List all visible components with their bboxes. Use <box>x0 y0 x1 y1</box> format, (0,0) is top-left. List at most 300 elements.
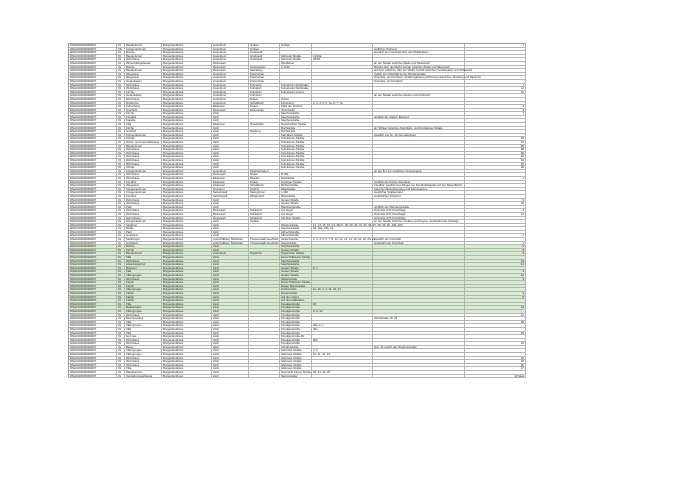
table-cell[interactable]: Wegestein <box>125 184 162 187</box>
table-cell[interactable]: Wohnhaus <box>125 173 162 176</box>
table-cell[interactable]: 01 <box>117 213 125 216</box>
table-cell[interactable] <box>249 328 280 331</box>
table-cell[interactable]: Park <box>125 231 162 234</box>
table-cell[interactable]: Burgenlandkreis <box>162 231 212 234</box>
table-cell[interactable]: Roppichser Straße <box>280 252 312 255</box>
table-cell[interactable]: 01 <box>117 141 125 144</box>
table-cell[interactable]: 01 <box>117 267 125 270</box>
table-cell[interactable]: Burgenlandkreis <box>162 256 212 259</box>
table-cell[interactable]: DNH0100000000007 <box>69 112 117 115</box>
table-cell[interactable]: Kriegerdenkmal <box>125 170 162 173</box>
table-cell[interactable]: Stephanstraße <box>280 116 312 119</box>
table-cell[interactable] <box>280 73 312 76</box>
table-cell[interactable]: Ruben <box>280 98 312 101</box>
table-cell[interactable]: Burgenlandkreis <box>162 281 212 284</box>
table-cell[interactable]: 01 <box>117 328 125 331</box>
table-cell[interactable]: Gutenborn <box>212 73 249 76</box>
table-cell[interactable]: am Winkel zwischen Karl-Marx- und Kurt-Eisner-Straße <box>373 127 465 130</box>
table-cell[interactable]: Burgenlandkreis <box>162 278 212 281</box>
table-cell[interactable]: Wirtschaftsgebäude <box>125 62 162 65</box>
table-cell[interactable]: Mühle <box>125 227 162 230</box>
table-cell[interactable]: Burgenlandkreis <box>162 371 212 374</box>
table-cell[interactable]: 01 <box>117 137 125 140</box>
table-cell[interactable]: 01 <box>117 296 125 299</box>
table-cell[interactable]: Gerlsstedten <box>249 66 280 69</box>
table-cell[interactable]: Fabrik <box>125 292 162 295</box>
table-cell[interactable]: Burgenlandkreis <box>162 66 212 69</box>
table-cell[interactable]: 01 <box>117 278 125 281</box>
table-cell[interactable]: 01 <box>117 263 125 266</box>
table-cell[interactable]: Gutshaus <box>125 234 162 237</box>
table-cell[interactable] <box>373 299 465 302</box>
table-cell[interactable] <box>373 231 465 234</box>
table-cell[interactable]: Zeitz <box>212 166 249 169</box>
table-cell[interactable]: Burgenlandkreis <box>162 98 212 101</box>
table-cell[interactable]: 01 <box>117 195 125 198</box>
table-cell[interactable] <box>249 112 280 115</box>
table-cell[interactable]: auf dem östlichen Ufer der Wethe fernab zwischen Gerlsstedten und Schleusitz <box>374 68 473 73</box>
table-cell[interactable] <box>249 296 280 299</box>
table-cell[interactable]: Villengruppe <box>125 310 162 313</box>
table-cell[interactable]: 01 <box>117 84 125 87</box>
table-cell[interactable]: Villengruppe <box>125 353 162 356</box>
table-cell[interactable]: Ruben <box>249 98 280 101</box>
table-cell[interactable] <box>312 202 373 205</box>
table-cell[interactable]: 01 <box>117 170 125 173</box>
table-cell[interactable]: DNH0100000000007 <box>69 339 117 342</box>
table-cell[interactable]: Stephanstraße <box>280 263 312 266</box>
table-cell[interactable]: Burgenlandkreis <box>162 213 212 216</box>
table-cell[interactable]: Friedgenstraße <box>280 317 312 320</box>
table-cell[interactable]: Kriegerdenkmal <box>125 188 162 191</box>
table-cell[interactable]: Burgenlandkreis <box>162 173 212 176</box>
table-cell[interactable] <box>373 263 465 266</box>
table-cell[interactable] <box>373 159 465 162</box>
table-cell[interactable]: Zeitz <box>212 339 249 342</box>
table-cell[interactable]: Burgenlandkreis <box>162 62 212 65</box>
table-cell[interactable]: Kurt-Eisner-Straße <box>280 166 312 169</box>
table-cell[interactable] <box>249 375 280 378</box>
table-cell[interactable]: Zeitz <box>212 299 249 302</box>
table-cell[interactable]: 01 <box>117 367 125 370</box>
table-cell[interactable]: DNH0100000000007 <box>69 145 117 148</box>
table-cell[interactable]: DNH0100000000007 <box>69 76 117 79</box>
table-cell[interactable] <box>312 105 373 108</box>
table-cell[interactable]: Burgenlandkreis <box>162 105 212 108</box>
table-cell[interactable]: 13, 14, 15, 16, 24, 26/27, 28, 29, 30, 34, 35, 36, 37, 38, 39, 40, 48a, 48b <box>313 222 403 227</box>
table-cell[interactable] <box>373 141 465 144</box>
table-cell[interactable] <box>312 270 373 273</box>
table-cell[interactable]: Zeitz <box>212 116 249 119</box>
table-cell[interactable]: Villa <box>125 332 162 335</box>
table-cell[interactable]: DNH0100000000007 <box>69 206 117 209</box>
table-cell[interactable] <box>465 55 526 58</box>
table-cell[interactable]: Elsteraue <box>212 184 249 187</box>
table-cell[interactable]: Wohnhaus <box>125 84 162 87</box>
table-cell[interactable] <box>465 48 526 51</box>
table-cell[interactable]: 2 <box>465 245 526 248</box>
table-cell[interactable] <box>465 285 526 288</box>
table-cell[interactable] <box>373 278 465 281</box>
table-cell[interactable]: 01 <box>117 98 125 101</box>
table-cell[interactable]: 01 <box>117 310 125 313</box>
table-cell[interactable]: Zeitz <box>212 112 249 115</box>
table-cell[interactable]: 20 <box>465 364 526 367</box>
table-cell[interactable]: DNH0100000000007 <box>69 256 117 259</box>
table-cell[interactable]: Dammstraße <box>280 375 312 378</box>
table-cell[interactable]: DNH0100000000007 <box>69 181 117 184</box>
table-cell[interactable] <box>312 346 373 349</box>
table-cell[interactable] <box>373 339 465 342</box>
table-cell[interactable] <box>373 310 465 313</box>
table-cell[interactable] <box>312 51 373 54</box>
table-cell[interactable]: Wieblohen <box>280 62 312 65</box>
table-cell[interactable] <box>312 206 373 209</box>
table-cell[interactable]: Kurt-Eisner-Straße <box>280 145 312 148</box>
table-cell[interactable]: Glelmare Straße <box>280 353 312 356</box>
table-cell[interactable]: Zeitz <box>212 321 249 324</box>
table-cell[interactable] <box>249 349 280 352</box>
table-cell[interactable]: DNH0100000000007 <box>69 119 117 122</box>
table-cell[interactable]: Stephanstraße <box>280 245 312 248</box>
table-cell[interactable] <box>249 371 280 374</box>
table-cell[interactable]: Burgenlandkreis <box>162 206 212 209</box>
table-cell[interactable] <box>312 163 373 166</box>
table-cell[interactable]: Burgenlandkreis <box>162 234 212 237</box>
table-cell[interactable]: Zeitz <box>212 364 249 367</box>
table-cell[interactable]: 01 <box>117 51 125 54</box>
table-cell[interactable]: Burgenlandkreis <box>162 263 212 266</box>
table-cell[interactable]: 01 <box>117 152 125 155</box>
table-cell[interactable]: Geraer Straße <box>280 202 312 205</box>
table-cell[interactable]: Gymnas <box>125 335 162 338</box>
table-cell[interactable]: 43 Mew <box>465 375 526 378</box>
table-cell[interactable]: Baudenkmal <box>125 145 162 148</box>
table-cell[interactable]: Ortsmitte, am Dorfteich, Straßengabelung Richtung Heinrichen, Bosberg und Rippicha <box>374 75 481 80</box>
table-cell[interactable]: Friedhof <box>125 195 162 198</box>
table-cell[interactable]: Zeitz <box>212 152 249 155</box>
table-cell[interactable]: Burgenlandkreis <box>162 94 212 97</box>
table-cell[interactable] <box>312 231 373 234</box>
table-cell[interactable]: Burgenlandkreis <box>162 76 212 79</box>
table-cell[interactable]: Burgenlandkreis <box>162 217 212 220</box>
table-cell[interactable] <box>312 166 373 169</box>
table-cell[interactable]: Meineweh <box>212 66 249 69</box>
table-cell[interactable] <box>312 364 373 367</box>
table-cell[interactable]: Zeitz <box>212 263 249 266</box>
table-cell[interactable]: Burgenlandkreis <box>162 353 212 356</box>
table-cell[interactable]: 01 <box>117 220 125 223</box>
table-cell[interactable]: Villengruppe <box>125 288 162 291</box>
table-cell[interactable]: 01 <box>117 314 125 317</box>
table-cell[interactable] <box>249 152 280 155</box>
table-cell[interactable]: Kirche <box>125 91 162 94</box>
table-cell[interactable]: Zeitz <box>212 357 249 360</box>
table-cell[interactable]: Wohnhaus <box>125 342 162 345</box>
table-cell[interactable]: 44 <box>465 159 526 162</box>
table-cell[interactable]: 01 <box>117 321 125 324</box>
table-cell[interactable]: Fuchsstraße <box>280 288 312 291</box>
table-cell[interactable]: Buchstraße <box>280 130 312 133</box>
table-cell[interactable]: Wohnhaus <box>125 177 162 180</box>
table-cell[interactable]: 1a, 1b, 2, 3, 11, 12, 13 <box>312 288 373 291</box>
table-cell[interactable] <box>312 130 373 133</box>
table-cell[interactable]: westlich der Ortschaft <box>373 238 465 241</box>
table-cell[interactable] <box>312 375 373 378</box>
table-cell[interactable] <box>249 288 280 291</box>
table-cell[interactable]: 01 <box>117 349 125 352</box>
table-cell[interactable]: Zeitz <box>212 231 249 234</box>
table-cell[interactable] <box>465 328 526 331</box>
table-cell[interactable] <box>465 231 526 234</box>
table-cell[interactable]: Burgenlandkreis <box>162 220 212 223</box>
table-cell[interactable]: Zeitz <box>212 375 249 378</box>
table-cell[interactable]: Burgenlandkreis <box>162 137 212 140</box>
table-cell[interactable]: Kuhndorf <box>249 91 280 94</box>
table-cell[interactable]: DNH0100000000007 <box>69 364 117 367</box>
table-cell[interactable]: 01 <box>117 55 125 58</box>
table-cell[interactable]: Weinstraße <box>280 195 312 198</box>
table-cell[interactable]: DNH0100000000007 <box>69 328 117 331</box>
table-cell[interactable] <box>280 76 312 79</box>
table-cell[interactable]: Friedgenstraße <box>280 321 312 324</box>
table-cell[interactable]: Kriegerdenkmal <box>125 191 162 194</box>
table-cell[interactable] <box>465 184 526 187</box>
table-cell[interactable]: DNH0100000000007 <box>69 159 117 162</box>
table-cell[interactable]: DNH0100000000007 <box>69 48 117 51</box>
table-cell[interactable]: Draschwitz <box>249 123 280 126</box>
table-cell[interactable]: Glelmare Straße <box>280 357 312 360</box>
table-cell[interactable]: 38 <box>465 148 526 151</box>
table-cell[interactable]: Burgenlandkreis <box>162 324 212 327</box>
table-cell[interactable]: DNH0100000000007 <box>69 306 117 309</box>
table-cell[interactable]: Wohnhaus <box>125 278 162 281</box>
table-cell[interactable]: 01 <box>117 159 125 162</box>
table-cell[interactable]: Burgenlandkreis <box>162 55 212 58</box>
table-cell[interactable] <box>312 141 373 144</box>
table-cell[interactable]: 01 <box>117 238 125 241</box>
table-cell[interactable]: Burgenlandkreis <box>162 364 212 367</box>
table-cell[interactable]: 01 <box>117 188 125 191</box>
table-cell[interactable]: Zeitz <box>212 220 249 223</box>
table-cell[interactable]: Burgenlandkreis <box>162 181 212 184</box>
table-cell[interactable]: Draschwitzer Straße <box>280 123 312 126</box>
table-cell[interactable]: 45 <box>465 321 526 324</box>
table-cell[interactable]: 19 <box>465 306 526 309</box>
table-cell[interactable] <box>312 69 373 72</box>
table-cell[interactable]: Burgenlandkreis <box>162 335 212 338</box>
table-cell[interactable]: Gutenborn <box>212 102 249 105</box>
table-cell[interactable]: DNH0100000000007 <box>69 94 117 97</box>
table-cell[interactable]: Zeitz <box>212 288 249 291</box>
table-cell[interactable]: DNH0100000000007 <box>69 84 117 87</box>
table-cell[interactable] <box>373 360 465 363</box>
table-cell[interactable]: Zeitz <box>212 342 249 345</box>
table-cell[interactable]: DNH0100000000007 <box>69 58 117 61</box>
table-cell[interactable] <box>249 292 280 295</box>
table-cell[interactable]: Baudenkmal <box>125 55 162 58</box>
table-cell[interactable]: Löbnitz/Elster Sülzfelder <box>212 242 249 245</box>
table-cell[interactable]: Gutenborn <box>212 91 249 94</box>
table-cell[interactable]: 01 <box>117 346 125 349</box>
table-cell[interactable]: L 193 <box>280 191 312 194</box>
table-cell[interactable]: 48 <box>465 166 526 169</box>
table-cell[interactable] <box>373 321 465 324</box>
table-cell[interactable] <box>465 191 526 194</box>
table-cell[interactable] <box>373 102 465 105</box>
table-cell[interactable] <box>312 360 373 363</box>
table-cell[interactable]: 01 <box>117 80 125 83</box>
table-cell[interactable]: Villa <box>125 270 162 273</box>
table-cell[interactable]: DNH0100000000007 <box>69 278 117 281</box>
table-cell[interactable]: Villa <box>125 328 162 331</box>
table-cell[interactable]: Zeitz <box>212 227 249 230</box>
table-cell[interactable]: 01 <box>117 191 125 194</box>
table-cell[interactable]: DNH0100000000007 <box>69 163 117 166</box>
table-cell[interactable]: Burgenlandkreis <box>162 274 212 277</box>
table-cell[interactable]: Zeitz <box>212 141 249 144</box>
table-cell[interactable]: Zeitz <box>212 206 249 209</box>
table-cell[interactable] <box>249 335 280 338</box>
table-cell[interactable]: Ortsmitte, am Dorfteich <box>373 80 465 83</box>
table-cell[interactable]: 01 <box>117 112 125 115</box>
table-cell[interactable]: DNH0100000000007 <box>69 91 117 94</box>
table-cell[interactable]: Zeitz <box>212 332 249 335</box>
table-cell[interactable] <box>312 332 373 335</box>
table-cell[interactable]: Villa <box>125 123 162 126</box>
table-cell[interactable]: 01 <box>117 353 125 356</box>
table-cell[interactable]: Burgenlandkreis <box>162 112 212 115</box>
table-cell[interactable]: DNH0100000000007 <box>69 80 117 83</box>
table-cell[interactable]: Wohnhaus <box>125 148 162 151</box>
table-cell[interactable] <box>312 245 373 248</box>
table-cell[interactable]: Ernst-Thälmann-Straße <box>281 280 311 285</box>
table-cell[interactable] <box>312 137 373 140</box>
table-cell[interactable]: Burgenlandkreis <box>162 73 212 76</box>
table-cell[interactable] <box>465 256 526 259</box>
table-cell[interactable]: Burgenlandkreis <box>162 296 212 299</box>
table-cell[interactable]: Kretzschau <box>249 80 280 83</box>
table-cell[interactable]: Burgenlandkreis <box>162 102 212 105</box>
table-cell[interactable] <box>312 195 373 198</box>
table-cell[interactable]: 01 <box>117 184 125 187</box>
table-cell[interactable]: Glelmare Straße <box>280 349 312 352</box>
table-cell[interactable]: 17 <box>465 314 526 317</box>
table-cell[interactable]: Ortsmitte (FIT-Umschlag) <box>373 213 465 216</box>
table-cell[interactable]: Burgenlandkreis <box>162 303 212 306</box>
table-cell[interactable]: Burgenlandkreis <box>162 299 212 302</box>
table-cell[interactable]: Villengruppe <box>125 324 162 327</box>
table-cell[interactable] <box>249 278 280 281</box>
table-cell[interactable] <box>249 270 280 273</box>
table-cell[interactable]: Wohnhaus <box>125 58 162 61</box>
table-cell[interactable]: DNH0100000000007 <box>69 69 117 72</box>
table-cell[interactable]: Burgenlandkreis <box>162 339 212 342</box>
table-cell[interactable]: Brauerei <box>125 267 162 270</box>
table-cell[interactable]: DNH0100000000007 <box>69 285 117 288</box>
table-cell[interactable] <box>249 245 280 248</box>
table-cell[interactable]: Burgenlandkreis <box>162 109 212 112</box>
table-cell[interactable]: Burgenlandkreis <box>162 209 212 212</box>
table-cell[interactable]: Ernst-Thälmann-Straße <box>281 255 311 260</box>
table-cell[interactable]: DNH0100000000007 <box>69 66 117 69</box>
table-cell[interactable] <box>312 184 373 187</box>
table-cell[interactable]: Kriegerdenkmal <box>125 48 162 51</box>
table-cell[interactable]: DNH0100000000007 <box>69 98 117 101</box>
table-cell[interactable]: Wittgendorf <box>249 195 280 198</box>
table-cell[interactable]: Zeitz <box>212 371 249 374</box>
table-cell[interactable] <box>280 48 312 51</box>
table-cell[interactable] <box>373 306 465 309</box>
table-cell[interactable]: 3 <box>465 252 526 255</box>
table-cell[interactable]: 01 <box>117 163 125 166</box>
table-cell[interactable] <box>249 148 280 151</box>
table-cell[interactable] <box>465 127 526 130</box>
table-cell[interactable]: Burgenlandkreis <box>162 306 212 309</box>
table-cell[interactable] <box>465 188 526 191</box>
table-cell[interactable]: DNH0100000000007 <box>69 242 117 245</box>
table-cell[interactable]: Villa <box>125 303 162 306</box>
table-cell[interactable] <box>249 267 280 270</box>
table-cell[interactable] <box>312 152 373 155</box>
table-cell[interactable]: Siedlung <box>125 224 162 227</box>
table-cell[interactable]: 01 <box>117 181 125 184</box>
table-cell[interactable]: 18, 18a, 18b, 19 <box>312 227 373 230</box>
table-cell[interactable]: Donaustraße <box>280 292 312 295</box>
table-cell[interactable] <box>465 80 526 83</box>
table-cell[interactable]: 12 <box>465 213 526 216</box>
table-cell[interactable]: Burgenlandkreis <box>162 238 212 241</box>
table-cell[interactable] <box>465 353 526 356</box>
table-cell[interactable]: zwischen Bahnübergang und Dampsteinen <box>373 188 465 191</box>
table-cell[interactable]: DNH0100000000007 <box>69 87 117 90</box>
table-cell[interactable]: 01 <box>117 371 125 374</box>
table-cell[interactable]: an der Straße zwischen Geißen und Kayna, nordöstlich der Ortslage <box>373 220 465 223</box>
table-cell[interactable]: Schleinitz <box>249 209 280 212</box>
table-cell[interactable]: Burgenlandkreis <box>162 141 212 144</box>
table-cell[interactable] <box>373 119 465 122</box>
table-cell[interactable] <box>249 339 280 342</box>
table-cell[interactable] <box>312 159 373 162</box>
table-cell[interactable]: 1 <box>465 242 526 245</box>
table-cell[interactable] <box>249 202 280 205</box>
table-cell[interactable]: Burgenlandkreis <box>162 270 212 273</box>
table-cell[interactable]: DNH0100000000007 <box>69 213 117 216</box>
table-cell[interactable]: westlicher Straßenrand <box>373 191 465 194</box>
table-cell[interactable]: DNH0100000000007 <box>69 342 117 345</box>
table-cell[interactable] <box>249 260 280 263</box>
table-cell[interactable]: Kurt-Eisner-Straße <box>280 148 312 151</box>
table-cell[interactable]: 01 <box>117 173 125 176</box>
table-cell[interactable]: Friedgenstraße <box>280 310 312 313</box>
table-cell[interactable]: Kirche <box>125 112 162 115</box>
table-cell[interactable]: 33 <box>465 141 526 144</box>
table-cell[interactable]: Friedgenstraße <box>280 339 312 342</box>
table-cell[interactable]: DNH0100000000007 <box>69 314 117 317</box>
table-cell[interactable] <box>465 102 526 105</box>
table-cell[interactable]: Gutenborn <box>212 98 249 101</box>
table-cell[interactable]: Zeitz <box>212 292 249 295</box>
table-cell[interactable]: Zeitz <box>212 360 249 363</box>
table-cell[interactable] <box>312 209 373 212</box>
table-cell[interactable]: Burgenlandkreis <box>162 48 212 51</box>
table-cell[interactable]: Wohnhaus <box>125 213 162 216</box>
table-cell[interactable]: Schulstraße Nr. 25 <box>373 317 465 320</box>
table-cell[interactable]: Villa <box>125 256 162 259</box>
table-cell[interactable]: DNH0100000000007 <box>69 292 117 295</box>
table-cell[interactable]: Kleingöhren <box>249 191 280 194</box>
table-cell[interactable] <box>373 324 465 327</box>
